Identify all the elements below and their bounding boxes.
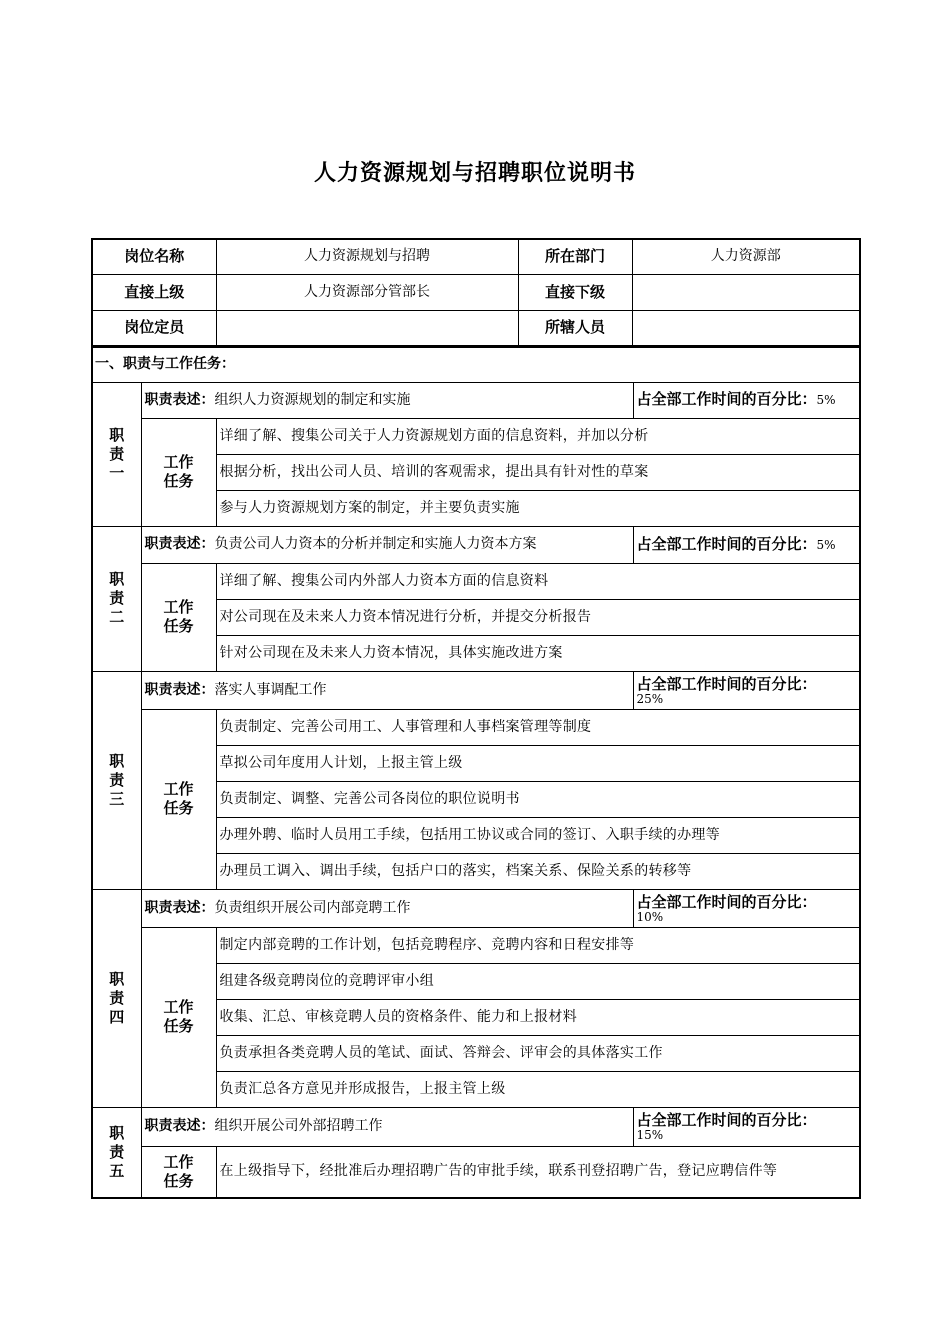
task-label-part: 任务 [163, 799, 194, 817]
duty-name-char: 职 [109, 969, 125, 988]
task-item: 针对公司现在及未来人力资本情况，具体实施改进方案 [216, 635, 860, 671]
percentage-label: 占全部工作时间的百分比： [636, 534, 817, 553]
duty-name-char: 责 [109, 589, 125, 607]
percentage-value: 5% [816, 537, 836, 552]
percentage-value: 25% [636, 691, 664, 706]
duty-name-char: 责 [109, 988, 125, 1007]
department-value: 人力资源部 [632, 239, 860, 274]
task-item: 根据分析，找出公司人员、培训的客观需求，提出具有针对性的草案 [216, 454, 860, 490]
duty-name [92, 671, 141, 889]
duty-name [92, 526, 141, 671]
task-label-part: 工作 [163, 453, 194, 471]
duty-time-percentage [633, 382, 860, 418]
task-item: 收集、汇总、审核竞聘人员的资格条件、能力和上报材料 [216, 999, 860, 1035]
duty-name-char: 职 [109, 751, 125, 770]
percentage-value: 10% [636, 909, 664, 924]
duty-name-char: 二 [109, 608, 125, 626]
task-item: 办理员工调入、调出手续，包括户口的落实，档案关系、保险关系的转移等 [216, 853, 860, 889]
position-name-label: 岗位名称 [92, 239, 216, 274]
duty-name-char: 四 [109, 1007, 125, 1026]
duty-description [141, 382, 633, 418]
task-label [141, 1146, 216, 1198]
task-label-part: 工作 [163, 1152, 194, 1171]
duty-time-percentage [633, 889, 860, 927]
page-title: 人力资源规划与招聘职位说明书 [313, 161, 636, 186]
duty-description-text: 组织人力资源规划的制定和实施 [214, 391, 411, 408]
task-label [141, 927, 216, 1107]
duty-description-text: 负责公司人力资本的分析并制定和实施人力资本方案 [214, 536, 537, 552]
superior-label: 直接上级 [92, 274, 216, 310]
duty-name-char: 责 [109, 444, 125, 463]
percentage-label: 占全部工作时间的百分比： [636, 1111, 817, 1129]
duty-description-text: 组织开展公司外部招聘工作 [214, 1118, 383, 1134]
task-label [141, 418, 216, 526]
duty-description-label: 职责表述： [144, 536, 215, 552]
subordinate-value [632, 274, 860, 310]
task-item: 草拟公司年度用人计划，上报主管上级 [216, 745, 860, 781]
percentage-value: 15% [636, 1128, 664, 1142]
duty-name-char: 三 [109, 789, 125, 808]
percentage-label: 占全部工作时间的百分比： [636, 674, 817, 693]
staff-value [632, 310, 860, 346]
duty-description [141, 889, 633, 927]
duty-name-char: 五 [109, 1161, 125, 1180]
duty-name [92, 382, 141, 526]
task-label [141, 563, 216, 671]
task-item: 负责汇总各方意见并形成报告，上报主管上级 [216, 1071, 860, 1107]
duty-description-label: 职责表述： [144, 391, 215, 408]
subordinate-label: 直接下级 [518, 274, 632, 310]
task-label-part: 工作 [163, 998, 194, 1016]
header-table [91, 238, 861, 347]
staff-label: 所辖人员 [518, 310, 632, 346]
task-item: 组建各级竞聘岗位的竞聘评审小组 [216, 963, 860, 999]
headcount-value [216, 310, 518, 346]
duty-description-label: 职责表述： [144, 899, 215, 916]
duty-description-text: 落实人事调配工作 [214, 681, 327, 698]
task-item: 在上级指导下，经批准后办理招聘广告的审批手续，联系刊登招聘广告，登记应聘信件等 [216, 1146, 860, 1198]
task-item: 负责制定、调整、完善公司各岗位的职位说明书 [216, 781, 860, 817]
task-item: 制定内部竞聘的工作计划，包括竞聘程序、竞聘内容和日程安排等 [216, 927, 860, 963]
task-label-part: 任务 [163, 472, 194, 490]
duty-description-text: 负责组织开展公司内部竞聘工作 [214, 899, 411, 916]
duty-description [141, 1107, 633, 1146]
headcount-label: 岗位定员 [92, 310, 216, 346]
task-item: 办理外聘、临时人员用工手续，包括用工协议或合同的签订、入职手续的办理等 [216, 817, 860, 853]
task-label [141, 709, 216, 889]
task-item: 详细了解、搜集公司内外部人力资本方面的信息资料 [216, 563, 860, 599]
task-label-part: 工作 [163, 598, 194, 616]
task-label-part: 任务 [163, 1171, 194, 1190]
task-item: 负责承担各类竞聘人员的笔试、面试、答辩会、评审会的具体落实工作 [216, 1035, 860, 1071]
task-label-part: 任务 [163, 617, 194, 635]
task-item: 负责制定、完善公司用工、人事管理和人事档案管理等制度 [216, 709, 860, 745]
duty-name-char: 责 [109, 1142, 125, 1161]
duty-name [92, 1107, 141, 1198]
duty-time-percentage [633, 671, 860, 709]
task-label-part: 任务 [163, 1017, 194, 1035]
duty-name-char: 职 [109, 570, 125, 588]
duty-name-char: 职 [109, 1123, 125, 1142]
duty-time-percentage [633, 1107, 860, 1146]
percentage-value: 5% [816, 393, 836, 407]
section-title: 一、职责与工作任务： [92, 347, 860, 382]
duty-description-label: 职责表述： [144, 681, 215, 698]
task-item: 对公司现在及未来人力资本情况进行分析，并提交分析报告 [216, 599, 860, 635]
duty-description-label: 职责表述： [144, 1118, 215, 1134]
superior-value: 人力资源部分管部长 [216, 274, 518, 310]
position-name-value: 人力资源规划与招聘 [216, 239, 518, 274]
duty-name-char: 职 [109, 425, 125, 444]
task-label-part: 工作 [163, 780, 194, 798]
duty-description [141, 671, 633, 709]
duties-table [91, 346, 861, 1199]
task-item: 详细了解、搜集公司关于人力资源规划方面的信息资料，并加以分析 [216, 418, 860, 454]
department-label: 所在部门 [518, 239, 632, 274]
percentage-label: 占全部工作时间的百分比： [636, 892, 817, 911]
duty-name [92, 889, 141, 1107]
percentage-label: 占全部工作时间的百分比： [636, 390, 817, 408]
duty-name-char: 一 [109, 463, 125, 482]
task-item: 参与人力资源规划方案的制定，并主要负责实施 [216, 490, 860, 526]
duty-name-char: 责 [109, 770, 125, 789]
duty-time-percentage [633, 526, 860, 563]
duty-description [141, 526, 633, 563]
